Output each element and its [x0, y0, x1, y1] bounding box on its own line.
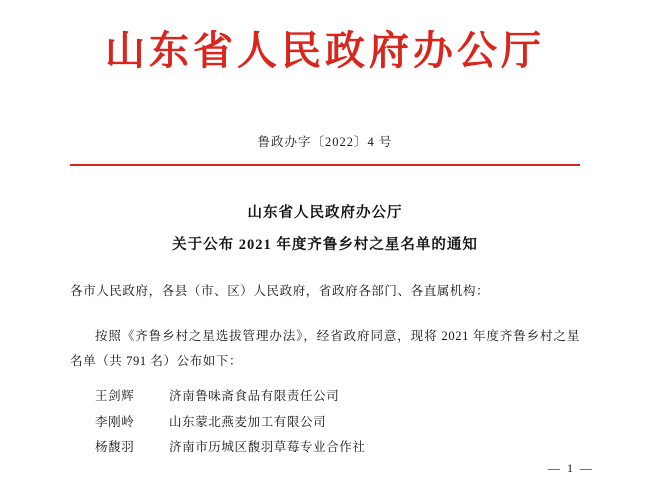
honoree-organization: 济南鲁味斋食品有限责任公司: [169, 389, 340, 404]
honoree-name: 杨馥羽: [95, 440, 135, 455]
document-number: 鲁政办字〔2022〕4 号: [257, 135, 393, 149]
list-item: [70, 435, 580, 461]
subject-line-authority: 山东省人民政府办公厅: [247, 205, 403, 221]
page-number: — 1 —: [548, 461, 594, 475]
honoree-name: 李刚岭: [95, 414, 135, 429]
honoree-name: 王剑辉: [95, 389, 135, 404]
list-item: [70, 410, 580, 436]
subject-line-topic: 关于公布 2021 年度齐鲁乡村之星名单的通知: [172, 236, 478, 253]
list-item: [70, 384, 580, 410]
document-header: [0, 0, 650, 74]
recipients-paragraph: 各市人民政府，各县（市、区）人民政府，省政府各部门、各直属机构：: [70, 284, 490, 299]
issuing-authority-title: 山东省人民政府办公厅: [105, 28, 545, 73]
honoree-organization: 山东蒙北燕麦加工有限公司: [169, 414, 327, 429]
body-paragraph-1: 按照《齐鲁乡村之星选拔管理办法》，经省政府同意，现将 2021 年度齐鲁乡村之星名单（共 791 名）公布如下：: [70, 329, 580, 369]
honoree-list: [70, 384, 580, 461]
document-body: [70, 166, 580, 461]
honoree-organization: 济南市历城区馥羽草莓专业合作社: [169, 440, 366, 455]
